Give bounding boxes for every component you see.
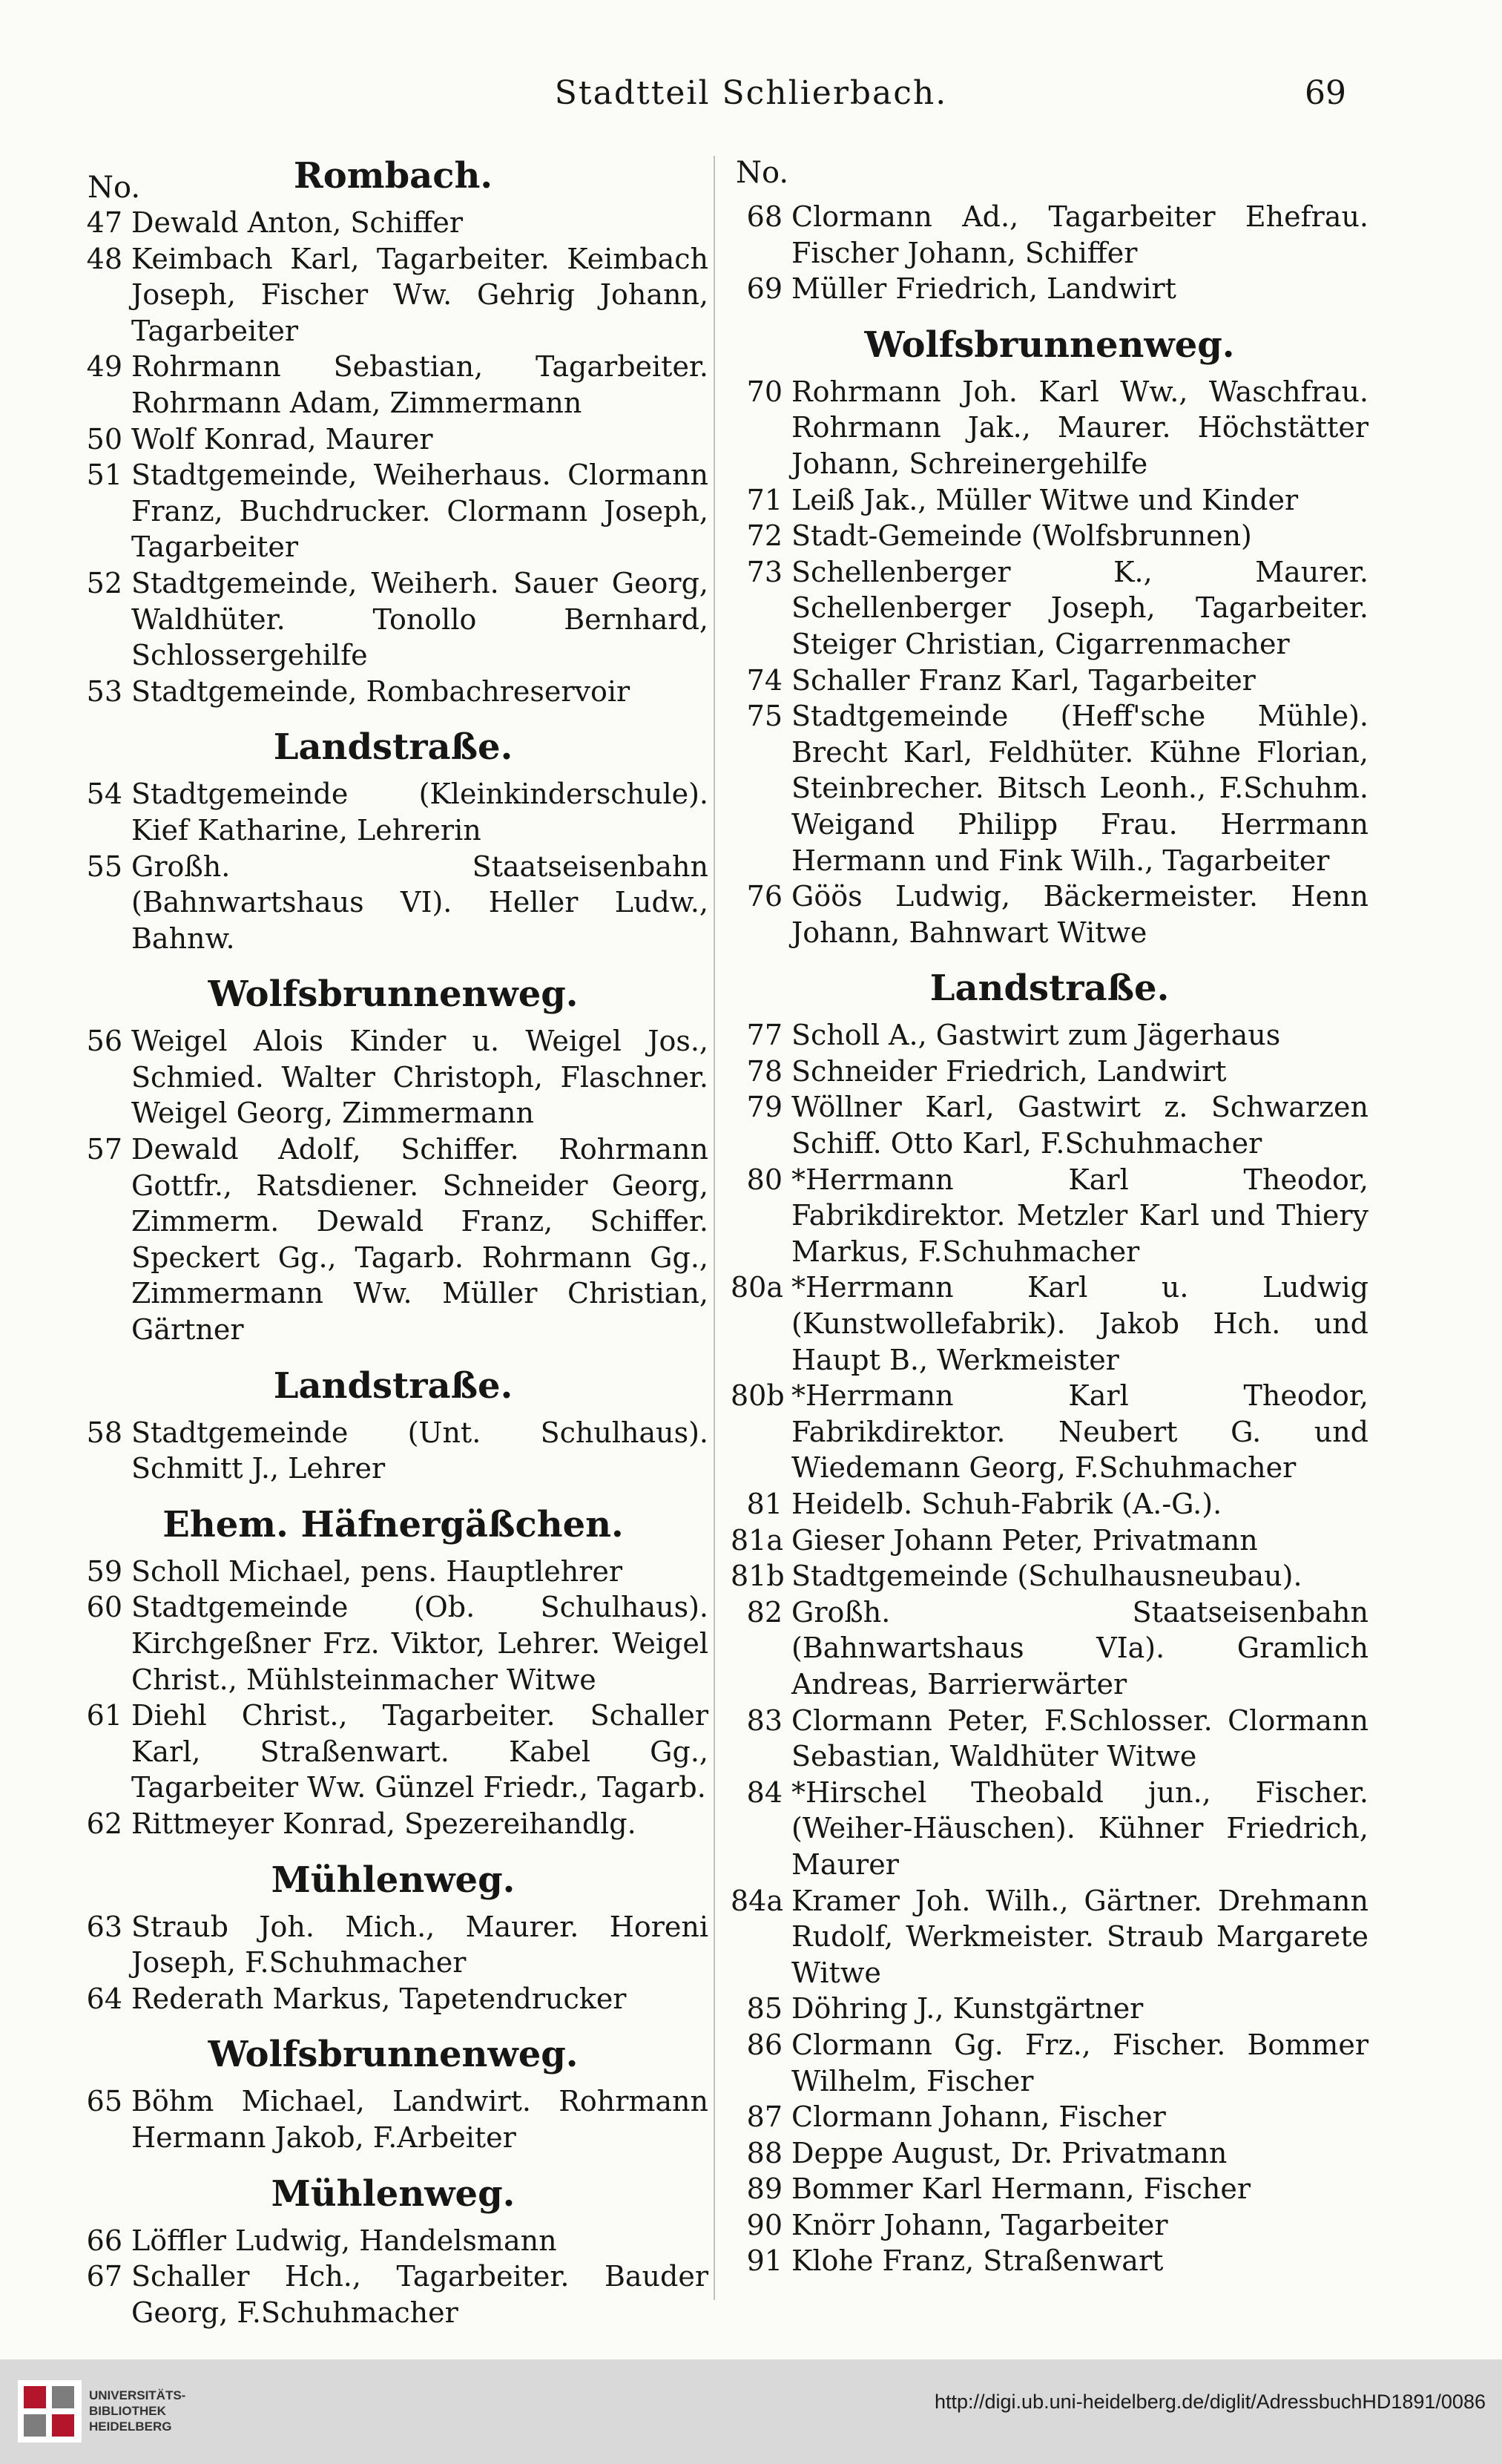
logo-text-line: HEIDELBERG (89, 2419, 172, 2434)
address-entry (78, 457, 708, 565)
address-entry (78, 674, 708, 710)
resident-text: *Hirschel Theobald jun., Fischer. (Weiher-Häuschen). Kühner Friedrich, Maurer (791, 1775, 1368, 1881)
house-number: 61 (86, 1699, 122, 1732)
house-number: 69 (746, 272, 783, 306)
resident-text: Schellenberger K., Maurer. Schellenberger Joseph, Tagarbeiter. Steiger Christian, Cigarrenmacher (791, 555, 1368, 660)
house-number: 85 (746, 1992, 783, 2026)
address-entry (78, 1909, 708, 1981)
house-number: 67 (86, 2260, 122, 2293)
house-number: 73 (746, 555, 783, 588)
resident-text: Rittmeyer Konrad, Spezereihandlg. (131, 1807, 636, 1840)
column-divider (714, 156, 715, 2300)
resident-text: Dewald Adolf, Schiffer. Rohrmann Gottfr., Ratsdiener. Schneider Georg, Zimmerm. Dewald Franz, Schiffer. Speckert Gg., Tagarb. Rohrmann Gg., Zimmermann Ww. Müller Christian, Gärtner (131, 1133, 708, 1347)
source-url-link[interactable]: http://digi.ub.uni-heidelberg.de/diglit/AdressbuchHD1891/0086 (934, 2391, 1486, 2413)
address-entry (731, 1522, 1368, 1559)
library-logo-text (89, 2388, 185, 2434)
address-entry (731, 663, 1368, 699)
address-entry (731, 199, 1368, 271)
resident-text: Stadtgemeinde, Weiherhaus. Clormann Franz, Buchdrucker. Clormann Joseph, Tagarbeiter (131, 459, 708, 564)
house-number: 47 (86, 206, 122, 239)
address-entry (78, 776, 708, 848)
house-number: 58 (86, 1416, 122, 1449)
street-heading: Wolfsbrunnenweg. (208, 2034, 579, 2076)
address-entry (731, 554, 1368, 663)
address-entry (78, 241, 708, 349)
house-number: 74 (746, 663, 783, 697)
house-number: 84 (746, 1775, 783, 1809)
street-heading: Wolfsbrunnenweg. (864, 323, 1235, 366)
address-entry (731, 374, 1368, 482)
house-number: 52 (86, 566, 122, 599)
address-entry (731, 2027, 1368, 2099)
house-number: 79 (746, 1091, 783, 1124)
house-number: 49 (86, 350, 122, 384)
address-entry (78, 1023, 708, 1131)
address-entry (78, 565, 708, 674)
address-entry (731, 698, 1368, 878)
address-entry (78, 1554, 708, 1590)
address-entry (78, 1698, 708, 1806)
house-number: 76 (746, 880, 783, 913)
resident-text: Stadtgemeinde (Ob. Schulhaus). Kirchgeßner Frz. Viktor, Lehrer. Weigel Christ., Mühlsteinmacher Witwe (131, 1591, 708, 1696)
resident-text: Schaller Franz Karl, Tagarbeiter (791, 663, 1256, 697)
left-no-label: No. (88, 171, 141, 205)
resident-text: Stadtgemeinde (Schulhausneubau). (791, 1560, 1302, 1593)
house-number: 62 (86, 1807, 122, 1840)
address-entry (731, 1594, 1368, 1703)
resident-text: Clormann Johann, Fischer (791, 2100, 1166, 2134)
street-heading: Landstraße. (929, 967, 1170, 1010)
street-heading: Landstraße. (273, 726, 513, 769)
house-number: 56 (86, 1025, 122, 1058)
address-entry (731, 1991, 1368, 2027)
house-number: 53 (86, 674, 122, 708)
house-number: 60 (86, 1591, 122, 1624)
library-footer-bar (0, 2359, 1502, 2464)
house-number: 87 (746, 2100, 783, 2134)
resident-text: Keimbach Karl, Tagarbeiter. Keimbach Joseph, Fischer Ww. Gehrig Johann, Tagarbeiter (131, 242, 708, 347)
street-heading: Rombach. (293, 155, 493, 197)
resident-text: Rohrmann Joh. Karl Ww., Waschfrau. Rohrmann Jak., Maurer. Höchstätter Johann, Schreinergehilfe (791, 375, 1368, 480)
address-entry (78, 1981, 708, 2017)
street-heading: Mühlenweg. (271, 1859, 516, 1901)
resident-text: Schaller Hch., Tagarbeiter. Bauder Georg, F.Schuhmacher (131, 2260, 708, 2329)
resident-text: Deppe August, Dr. Privatmann (791, 2136, 1228, 2169)
address-entry (731, 1162, 1368, 1270)
house-number: 91 (746, 2244, 783, 2278)
house-number: 65 (86, 2085, 122, 2118)
resident-text: Clormann Gg. Frz., Fischer. Bommer Wilhelm, Fischer (791, 2028, 1368, 2097)
resident-text: Göös Ludwig, Bäckermeister. Henn Johann, Bahnwart Witwe (791, 880, 1368, 949)
address-entry (731, 1054, 1368, 1090)
house-number: 78 (746, 1054, 783, 1088)
resident-text: Löffler Ludwig, Handelsmann (131, 2224, 557, 2257)
resident-text: Klohe Franz, Straßenwart (791, 2244, 1164, 2278)
address-entry (731, 1486, 1368, 1522)
resident-text: Diehl Christ., Tagarbeiter. Schaller Karl, Straßenwart. Kabel Gg., Tagarbeiter Ww. Günzel Friedr., Tagarb. (131, 1699, 708, 1804)
resident-text: Weigel Alois Kinder u. Weigel Jos., Schmied. Walter Christoph, Flaschner. Weigel Georg, Zimmermann (131, 1025, 708, 1130)
resident-text: Straub Joh. Mich., Maurer. Horeni Joseph, F.Schuhmacher (131, 1910, 708, 1980)
resident-text: Stadtgemeinde (Unt. Schulhaus). Schmitt J., Lehrer (131, 1416, 708, 1485)
resident-text: Wolf Konrad, Maurer (131, 422, 433, 456)
resident-text: Scholl Michael, pens. Hauptlehrer (131, 1554, 623, 1588)
street-heading: Wolfsbrunnenweg. (208, 973, 579, 1016)
address-entry (78, 1806, 708, 1842)
resident-text: Bommer Karl Hermann, Fischer (791, 2172, 1251, 2206)
resident-text: Wöllner Karl, Gastwirt z. Schwarzen Schiff. Otto Karl, F.Schuhmacher (791, 1091, 1368, 1160)
house-number: 50 (86, 422, 122, 456)
address-entry (78, 1589, 708, 1698)
house-number: 80b (731, 1379, 785, 1413)
address-entry (78, 2083, 708, 2155)
address-entry (731, 878, 1368, 950)
address-entry (78, 2223, 708, 2259)
house-number: 66 (86, 2224, 122, 2257)
resident-text: Gieser Johann Peter, Privatmann (791, 1523, 1258, 1557)
address-entry (731, 1017, 1368, 1054)
house-number: 77 (746, 1019, 783, 1052)
address-entry (78, 1415, 708, 1487)
address-entry (78, 421, 708, 458)
house-number: 57 (86, 1133, 122, 1166)
house-number: 90 (746, 2208, 783, 2241)
house-number: 51 (86, 459, 122, 492)
resident-text: Knörr Johann, Tagarbeiter (791, 2208, 1168, 2241)
house-number: 48 (86, 242, 122, 275)
resident-text: Stadtgemeinde (Kleinkinderschule). Kief Katharine, Lehrerin (131, 778, 708, 847)
address-entry (731, 2243, 1368, 2279)
house-number: 82 (746, 1595, 783, 1629)
left-column (78, 153, 708, 2330)
house-number: 72 (746, 519, 783, 553)
address-entry (731, 1883, 1368, 1991)
house-number: 80 (746, 1163, 783, 1196)
resident-text: Clormann Ad., Tagarbeiter Ehefrau. Fischer Johann, Schiffer (791, 200, 1368, 269)
resident-text: Großh. Staatseisenbahn (Bahnwartshaus VI). Heller Ludw., Bahnw. (131, 850, 708, 955)
resident-text: Stadt-Gemeinde (Wolfsbrunnen) (791, 519, 1252, 553)
address-entry (731, 1089, 1368, 1161)
address-entry (731, 1775, 1368, 1883)
resident-text: Rohrmann Sebastian, Tagarbeiter. Rohrmann Adam, Zimmermann (131, 350, 708, 419)
address-entry (731, 2171, 1368, 2207)
resident-text: Stadtgemeinde, Weiherh. Sauer Georg, Waldhüter. Tonollo Bernhard, Schlossergehilfe (131, 566, 708, 672)
address-entry (731, 1703, 1368, 1775)
resident-text: *Herrmann Karl u. Ludwig (Kunstwollefabrik). Jakob Hch. und Haupt B., Werkmeister (791, 1271, 1368, 1376)
house-number: 68 (746, 200, 783, 233)
house-number: 75 (746, 700, 783, 733)
house-number: 89 (746, 2172, 783, 2206)
resident-text: Döhring J., Kunstgärtner (791, 1992, 1144, 2026)
house-number: 54 (86, 778, 122, 811)
address-entry (78, 205, 708, 241)
address-entry (731, 1558, 1368, 1594)
resident-text: Stadtgemeinde, Rombachreservoir (131, 674, 630, 708)
address-entry (731, 2135, 1368, 2172)
address-entry (731, 271, 1368, 307)
street-heading: Landstraße. (273, 1364, 513, 1407)
address-entry (731, 482, 1368, 519)
address-entry (78, 2258, 708, 2330)
resident-text: Schneider Friedrich, Landwirt (791, 1054, 1227, 1088)
page-header-title: Stadtteil Schlierbach. (554, 74, 948, 112)
address-entry (78, 349, 708, 421)
resident-text: Rederath Markus, Tapetendrucker (131, 1982, 627, 2015)
address-entry (731, 1378, 1368, 1486)
university-library-logo-icon (18, 2374, 82, 2448)
house-number: 80a (731, 1271, 784, 1304)
house-number: 63 (86, 1910, 122, 1943)
house-number: 81a (731, 1523, 784, 1557)
resident-text: Großh. Staatseisenbahn (Bahnwartshaus VIa). Gramlich Andreas, Barrierwärter (791, 1595, 1368, 1701)
resident-text: Müller Friedrich, Landwirt (791, 272, 1176, 306)
house-number: 70 (746, 375, 783, 408)
house-number: 81b (731, 1560, 785, 1593)
house-number: 64 (86, 1982, 122, 2015)
house-number: 84a (731, 1884, 784, 1917)
house-number: 59 (86, 1554, 122, 1588)
resident-text: Stadtgemeinde (Heff'sche Mühle). Brecht Karl, Feldhüter. Kühne Florian, Steinbrecher. Bitsch Leonh., F.Schuhm. Weigand Philipp Frau. Herrmann Hermann und Fink Wilh., Tagarbeiter (791, 700, 1368, 877)
address-entry (78, 849, 708, 957)
house-number: 55 (86, 850, 122, 883)
resident-text: Leiß Jak., Müller Witwe und Kinder (791, 483, 1299, 516)
address-entry (731, 2207, 1368, 2244)
resident-text: Clormann Peter, F.Schlosser. Clormann Sebastian, Waldhüter Witwe (791, 1704, 1368, 1773)
house-number: 81 (746, 1488, 783, 1520)
house-number: 71 (746, 483, 783, 516)
address-entry (78, 1131, 708, 1348)
street-heading: Mühlenweg. (271, 2172, 516, 2215)
house-number: 86 (746, 2028, 783, 2061)
right-column (731, 199, 1368, 2279)
resident-text: Scholl A., Gastwirt zum Jägerhaus (791, 1019, 1281, 1052)
address-entry (731, 518, 1368, 554)
logo-text-line: UNIVERSITÄTS- (89, 2388, 186, 2402)
right-no-label: No. (736, 156, 789, 190)
resident-text: *Herrmann Karl Theodor, Fabrikdirektor. Neubert G. und Wiedemann Georg, F.Schuhmacher (791, 1379, 1368, 1485)
logo-text-line: BIBLIOTHEK (89, 2404, 166, 2418)
resident-text: *Herrmann Karl Theodor, Fabrikdirektor. Metzler Karl und Thiery Markus, F.Schuhmacher (791, 1163, 1368, 1268)
resident-text: Heidelb. Schuh-Fabrik (A.-G.). (791, 1488, 1222, 1520)
house-number: 83 (746, 1704, 783, 1737)
house-number: 88 (746, 2136, 783, 2169)
address-entry (731, 2099, 1368, 2135)
address-entry (731, 1269, 1368, 1378)
resident-text: Dewald Anton, Schiffer (131, 206, 463, 239)
page-number: 69 (1305, 74, 1346, 112)
street-heading: Ehem. Häfnergäßchen. (162, 1503, 624, 1545)
resident-text: Kramer Joh. Wilh., Gärtner. Drehmann Rudolf, Werkmeister. Straub Margarete Witwe (791, 1884, 1368, 1989)
resident-text: Böhm Michael, Landwirt. Rohrmann Hermann Jakob, F.Arbeiter (131, 2085, 708, 2154)
